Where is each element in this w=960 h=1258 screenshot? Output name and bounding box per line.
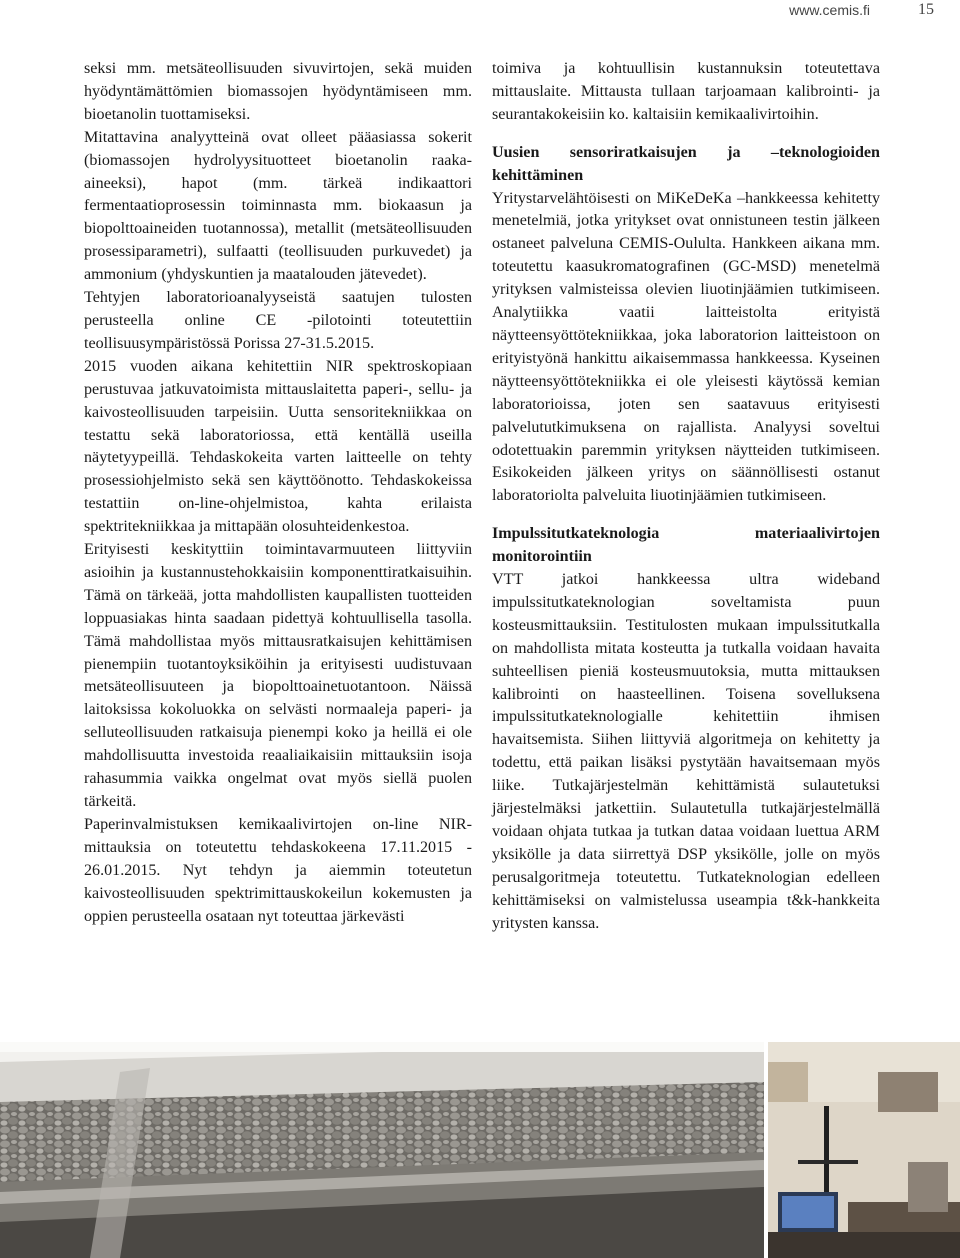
- paragraph: VTT jatkoi hankkeessa ultra wideband impulssitutkateknologian soveltamista puun kosteusmittauksiin. Testitulosten mukaan impulssitutkalla on mahdollista mitata kosteutta ja tutkalla voidaan havaita suhteellisen pieniä kosteusmuutoksia, mutta mittauksen kalibrointi on haasteellinen. Toisena sovelluksena impulssitutkateknologialle kehitettiin ihmisen havaitsemista. Siihen liittyviä algoritmeja on kehitetty ja todettu, että paikan lisäksi pystytään havaitsemaan myös liike. Tutkajärjestelmän kehittämistä sulautetuksi järjestelmäksi jatkettiin. Sulautetulla tutkajärjestelmällä voidaan ohjata tutkaa ja tutkan dataa voidaan luettua ARM yksikölle ja data siirrettyä DSP yksikölle, jolle on myös perusalgoritmeja toteutettu. Tutkateknologian edelleen kehittämiseksi on valmistelussa useampia t&k-hankkeita yritysten kanssa.: [492, 571, 880, 932]
- paragraph: Yritystarvelähtöisesti on MiKeDeKa –hankkeessa kehitetty menetelmiä, jotka yritykset ovat onnistuneen testin jälkeen ostaneet palveluna CEMIS-Oululta. Hankkeen aikana mm. toteutettu kaasukromatografinen (GC-MSD) menetelmä yrityksen valmisteissa olevien liuotinjäämien tutkimiseen. Analytiikka vaatii laitteistolta erityistä näytteensyöttötekniikkaa, joka laboratorion laitteistoon on erityistyönä hankittu aikaisemmassa hankkeessa. Kyseinen näytteensyöttötekniikka ei ole yleisesti käytössä kemian laboratorioissa, joten sen saatavuus erityisesti palvelututkimuksena on rajallista. Analyysi soveltui odotettuakin paremmin yrityksen näytteiden tutkimiseen. Esikokeiden jälkeen yritys on säännöllisesti ostanut laboratoriolta palveluita liuotinjäämien tutkimiseen.: [492, 189, 880, 505]
- paragraph: seksi mm. metsäteollisuuden sivuvirtojen, sekä muiden hyödyntämättömien biomassojen hyödyntämiseen mm. bioetanolin tuottamiseksi.: [84, 60, 472, 123]
- left-column: [84, 58, 472, 928]
- paragraph: Erityisesti keskityttiin toimintavarmuuteen liittyviin asioihin ja kustannustehokkaisiin komponenttiratkaisuihin. Tämä on tärkeää, jotta mahdollisten kaupallisten tuotteiden loppuasiakas hinta saadaan pidettyä kohtuullisella tasolla. Tämä mahdollistaa myös mittausratkaisujen kehittämisen pienempiin tuotantoyksiköihin ja erityisesti uudistuvaan metsäteollisuuteen ja biopolttoainetuotantoon. Näissä laitoksissa kokoluokka on selvästi normaaleja paperi- ja selluteollisuuden ratkaisuja pienempi koko ja heillä ei ole mahdollisuutta investoida reaaliaikaisiin mittauksiin isoja rahasummia vaikka ongelmat ovat myös siellä puolen tärkeitä.: [84, 541, 472, 810]
- conveyor-illustration: [0, 1042, 764, 1258]
- page-header: [0, 0, 960, 20]
- section-heading: Uusien sensoriratkaisujen ja –teknologioiden kehittäminen: [492, 143, 880, 184]
- paragraph: 2015 vuoden aikana kehitettiin NIR spektroskopiaan perustuvaa jatkuvatoimista mittauslaitetta paperi-, sellu- ja kaivosteollisuuden tarpeisiin. Uutta sensoritekniikkaa on testattu sekä laboratoriossa, että kentällä useilla näytetyypeillä. Tehdaskokeita varten laitteelle on tehty prosessiohjelmisto sekä sen käyttöönotto. Tehdaskokeissa testattiin on-line-ohjelmistoa, kahta erilaista spektritekniikkaa ja mittapään olosuhteidenkestoa.: [84, 357, 472, 536]
- site-url[interactable]: www.cemis.fi: [789, 2, 870, 18]
- laboratory-illustration: [768, 1042, 960, 1258]
- paragraph: Paperinvalmistuksen kemikaalivirtojen on-line NIR-mittauksia on toteutettu tehdaskokeena 17.11.2015 - 26.01.2015. Nyt tehdyn ja aiemmin toteutetun kaivosteollisuuden spektrimittauskokeilun kokemusten ja oppien perusteella osataan nyt toteuttaa järkevästi: [84, 815, 472, 925]
- conveyor-photo: [0, 1042, 764, 1258]
- paragraph: Mitattavina analyytteinä ovat olleet pääasiassa sokerit (biomassojen hydrolyysituotteet bioetanolin raaka-aineeksi), hapot (mm. tärkeä indikaattori fermentaatioprosessin toiminnasta mm. biokaasun ja biopolttoaineiden tuotannossa), metallit (metsäteollisuuden prosessiparametri), sulfaatti (teollisuuden purkuvedet) ja ammonium (yhdyskuntien ja maatalouden jätevedet).: [84, 128, 472, 284]
- paragraph: toimiva ja kohtuullisin kustannuksin toteutettava mittauslaite. Mittausta tullaan tarjoamaan kalibrointi- ja seurantakokeisiin ko. kaltaisiin kemikaalivirtoihin.: [492, 60, 880, 123]
- photo-strip: [0, 1042, 960, 1258]
- right-column: [492, 58, 880, 936]
- laboratory-photo: [768, 1042, 960, 1258]
- section-heading: Impulssitutkateknologia materiaalivirtojen monitorointiin: [492, 525, 880, 566]
- paragraph: Tehtyjen laboratorioanalyyseistä saatujen tulosten perusteella online CE -pilotointi toteutettiin teollisuusympäristössä Porissa 27-31.5.2015.: [84, 289, 472, 352]
- page-number: 15: [918, 1, 934, 18]
